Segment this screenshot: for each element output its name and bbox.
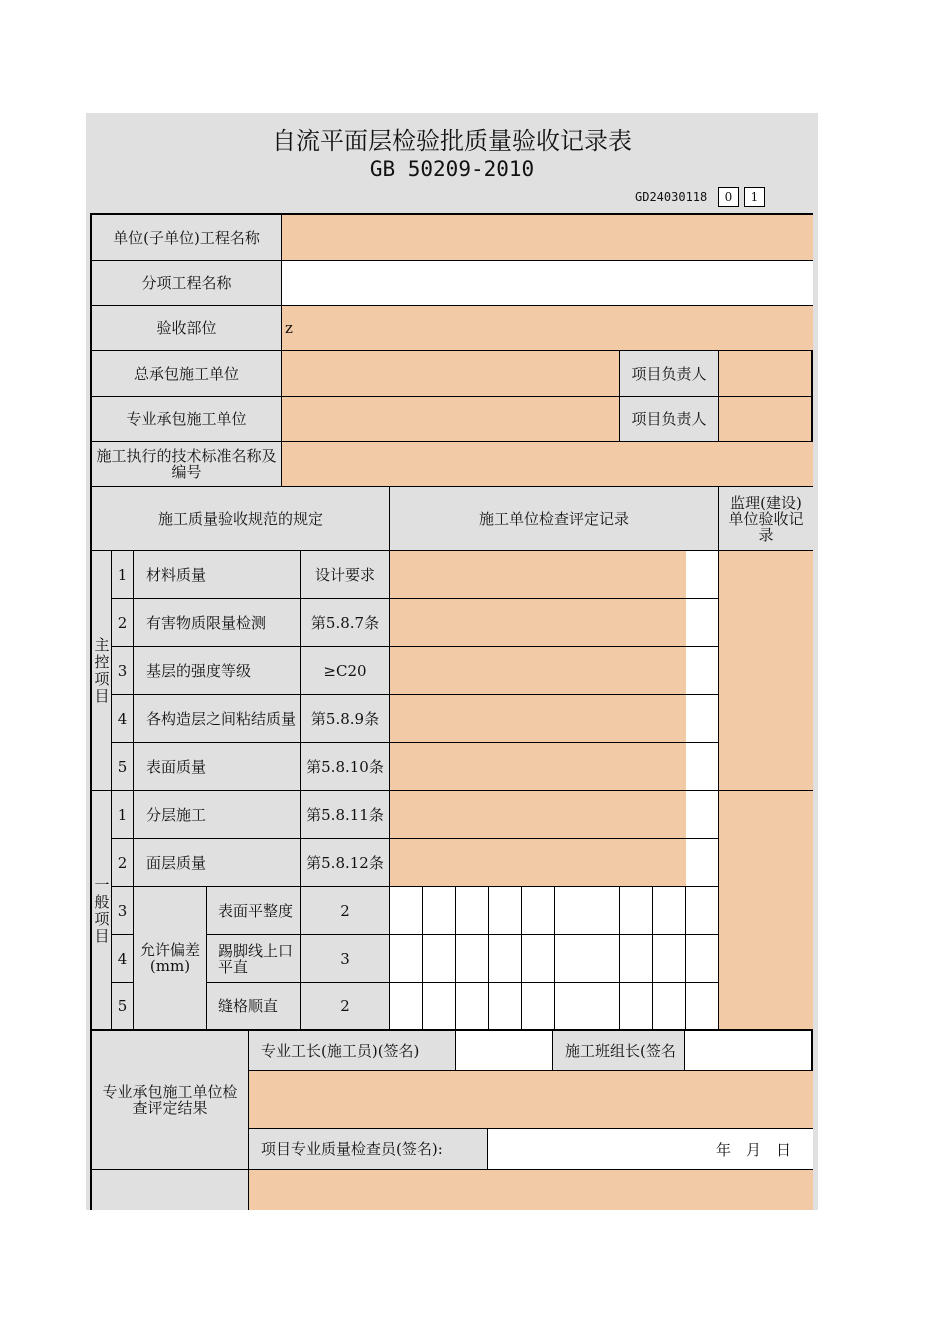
measurement-cell[interactable] xyxy=(620,935,653,983)
standard-code: GB 50209-2010 xyxy=(369,157,535,181)
supervision-column-header: 监理(建设)单位验收记录 xyxy=(719,487,813,551)
measurement-cell[interactable] xyxy=(489,935,522,983)
general-row-no: 1 xyxy=(112,791,134,839)
foreman-label: 专业工长(施工员)(签名) xyxy=(249,1031,456,1071)
measurement-cell[interactable] xyxy=(489,887,522,935)
acceptance-part-field[interactable]: z xyxy=(282,306,813,351)
main-row-mark-field[interactable] xyxy=(686,743,719,791)
deviation-row-item: 表面平整度 xyxy=(207,887,301,935)
main-row-no: 4 xyxy=(112,695,134,743)
measurement-cell[interactable] xyxy=(620,983,653,1030)
measurement-cell[interactable] xyxy=(522,887,555,935)
main-row-record-field[interactable] xyxy=(390,647,686,695)
measurement-cell[interactable] xyxy=(587,935,620,983)
main-row-requirement: ≥C20 xyxy=(301,647,390,695)
general-row-requirement: 第5.8.12条 xyxy=(301,839,390,887)
measurement-cell[interactable] xyxy=(555,983,588,1030)
team-leader-signature-field[interactable] xyxy=(685,1031,813,1071)
main-row-item: 材料质量 xyxy=(134,551,301,599)
project-manager-label-1: 项目负责人 xyxy=(620,351,719,397)
measurement-cell[interactable] xyxy=(390,983,423,1030)
standard-label: 施工执行的技术标准名称及编号 xyxy=(92,442,282,487)
form-title: 自流平面层检验批质量验收记录表 xyxy=(272,127,632,155)
main-row-no: 5 xyxy=(112,743,134,791)
result-label: 专业承包施工单位检查评定结果 xyxy=(92,1031,249,1170)
unit-project-field[interactable] xyxy=(282,215,813,261)
general-supervision-field[interactable] xyxy=(719,791,813,1030)
measurement-cell[interactable] xyxy=(390,935,423,983)
unit-project-label: 单位(子单位)工程名称 xyxy=(92,215,282,261)
main-row-record-field[interactable] xyxy=(390,695,686,743)
measurement-cell[interactable] xyxy=(456,983,489,1030)
main-row-record-field[interactable] xyxy=(390,743,686,791)
sub-project-field[interactable] xyxy=(282,261,813,306)
main-row-item: 各构造层之间粘结质量 xyxy=(134,695,301,743)
spec-column-header: 施工质量验收规范的规定 xyxy=(92,487,390,551)
general-row-requirement: 第5.8.11条 xyxy=(301,791,390,839)
measurement-cell[interactable] xyxy=(423,887,456,935)
main-row-mark-field[interactable] xyxy=(686,599,719,647)
measurement-cell[interactable] xyxy=(390,887,423,935)
main-row-no: 1 xyxy=(112,551,134,599)
measurement-cell[interactable] xyxy=(653,887,686,935)
record-column-header: 施工单位检查评定记录 xyxy=(390,487,719,551)
measurement-cell[interactable] xyxy=(555,935,588,983)
measurement-cell[interactable] xyxy=(522,935,555,983)
measurement-cell[interactable] xyxy=(587,983,620,1030)
form-code-prefix: GD24030118 xyxy=(635,190,708,204)
deviation-row-no: 3 xyxy=(112,887,134,935)
main-row-requirement: 第5.8.10条 xyxy=(301,743,390,791)
measurement-cell[interactable] xyxy=(686,887,719,935)
result-field[interactable] xyxy=(249,1071,813,1129)
main-row-record-field[interactable] xyxy=(390,551,686,599)
main-control-supervision-field[interactable] xyxy=(719,551,813,791)
standard-field[interactable] xyxy=(282,442,813,487)
measurement-cell[interactable] xyxy=(456,935,489,983)
deviation-row-no: 4 xyxy=(112,935,134,983)
general-row-mark-field[interactable] xyxy=(686,791,719,839)
project-manager-field-2[interactable] xyxy=(719,397,813,442)
specialty-contractor-field[interactable] xyxy=(282,397,620,442)
inspector-label: 项目专业质量检查员(签名): xyxy=(249,1129,488,1170)
measurement-cell[interactable] xyxy=(456,887,489,935)
deviation-row-tolerance: 2 xyxy=(301,887,390,935)
general-contractor-label: 总承包施工单位 xyxy=(92,351,282,397)
measurement-cell[interactable] xyxy=(686,935,719,983)
general-group-label: 一般项目 xyxy=(92,791,112,1030)
main-row-no: 3 xyxy=(112,647,134,695)
main-row-mark-field[interactable] xyxy=(686,551,719,599)
sub-project-label: 分项工程名称 xyxy=(92,261,282,306)
measurement-cell[interactable] xyxy=(587,887,620,935)
measurement-cell[interactable] xyxy=(555,887,588,935)
measurement-cell[interactable] xyxy=(653,983,686,1030)
foreman-signature-field[interactable] xyxy=(456,1031,553,1071)
main-row-item: 基层的强度等级 xyxy=(134,647,301,695)
general-row-item: 面层质量 xyxy=(134,839,301,887)
main-control-group-label: 主控项目 xyxy=(92,551,112,791)
deviation-row-item: 缝格顺直 xyxy=(207,983,301,1030)
specialty-contractor-label: 专业承包施工单位 xyxy=(92,397,282,442)
general-row-mark-field[interactable] xyxy=(686,839,719,887)
main-row-requirement: 第5.8.9条 xyxy=(301,695,390,743)
project-manager-field-1[interactable] xyxy=(719,351,813,397)
form-code-box-2[interactable]: 1 xyxy=(744,187,765,207)
general-row-item: 分层施工 xyxy=(134,791,301,839)
team-leader-label: 施工班组长(签名 xyxy=(553,1031,685,1071)
main-row-mark-field[interactable] xyxy=(686,695,719,743)
main-row-requirement: 设计要求 xyxy=(301,551,390,599)
deviation-label: 允许偏差(mm) xyxy=(134,887,207,1030)
main-row-item: 表面质量 xyxy=(134,743,301,791)
general-row-record-field[interactable] xyxy=(390,791,686,839)
form-code-box-1[interactable]: 0 xyxy=(718,187,739,207)
main-row-item: 有害物质限量检测 xyxy=(134,599,301,647)
main-row-no: 2 xyxy=(112,599,134,647)
deviation-row-no: 5 xyxy=(112,983,134,1030)
acceptance-part-label: 验收部位 xyxy=(92,306,282,351)
deviation-row-item: 踢脚线上口平直 xyxy=(207,935,301,983)
deviation-row-tolerance: 3 xyxy=(301,935,390,983)
measurement-cell[interactable] xyxy=(489,983,522,1030)
main-row-record-field[interactable] xyxy=(390,599,686,647)
supervision-label-cell xyxy=(92,1170,249,1210)
supervision-result-field[interactable] xyxy=(249,1170,813,1210)
general-row-record-field[interactable] xyxy=(390,839,686,887)
measurement-cell[interactable] xyxy=(522,983,555,1030)
measurement-cell[interactable] xyxy=(423,935,456,983)
measurement-cell[interactable] xyxy=(423,983,456,1030)
deviation-row-tolerance: 2 xyxy=(301,983,390,1030)
project-manager-label-2: 项目负责人 xyxy=(620,397,719,442)
main-row-requirement: 第5.8.7条 xyxy=(301,599,390,647)
general-contractor-field[interactable] xyxy=(282,351,620,397)
date-field[interactable]: 年 月 日 xyxy=(488,1129,813,1170)
measurement-cell[interactable] xyxy=(686,983,719,1030)
measurement-cell[interactable] xyxy=(620,887,653,935)
inspection-form xyxy=(86,113,818,1210)
main-row-mark-field[interactable] xyxy=(686,647,719,695)
measurement-cell[interactable] xyxy=(653,935,686,983)
general-row-no: 2 xyxy=(112,839,134,887)
